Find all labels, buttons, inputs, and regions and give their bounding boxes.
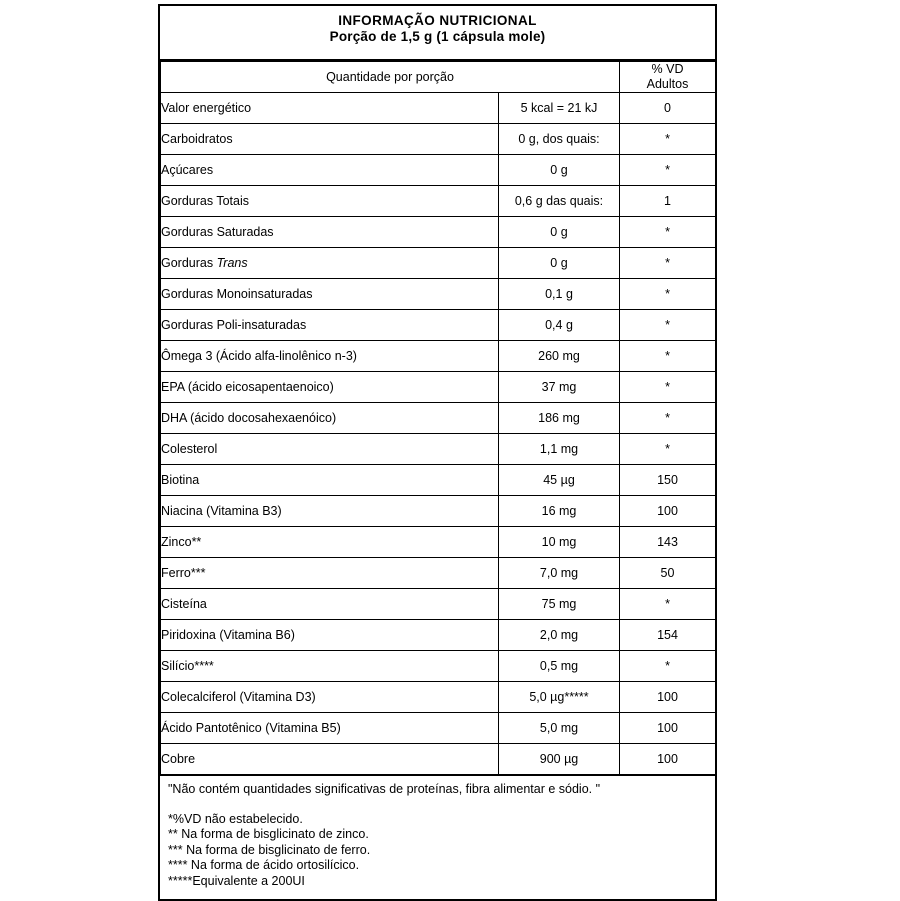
nutrition-table: [160, 61, 716, 776]
footnotes-section: [160, 776, 715, 899]
nutrient-amount: 0,6 g das quais:: [499, 186, 620, 217]
nutrient-percent-dv: 50: [620, 558, 716, 589]
nutrient-amount: 10 mg: [499, 527, 620, 558]
table-row: [161, 310, 716, 341]
nutrient-name: Zinco**: [161, 527, 499, 558]
nutrient-percent-dv: 143: [620, 527, 716, 558]
table-row: [161, 341, 716, 372]
nutrient-name: Açúcares: [161, 155, 499, 186]
header-percent-dv: [620, 62, 716, 93]
nutrient-percent-dv: *: [620, 310, 716, 341]
nutrient-name: Biotina: [161, 465, 499, 496]
table-row: [161, 124, 716, 155]
nutrient-name: Piridoxina (Vitamina B6): [161, 620, 499, 651]
table-row: [161, 434, 716, 465]
nutrient-name: Gorduras Saturadas: [161, 217, 499, 248]
footnote-line: *%VD não estabelecido.: [168, 811, 303, 826]
nutrient-name: Carboidratos: [161, 124, 499, 155]
nutrient-percent-dv: 0: [620, 93, 716, 124]
nutrient-percent-dv: *: [620, 155, 716, 186]
footnote-line: ** Na forma de bisglicinato de zinco.: [168, 827, 369, 841]
nutrient-percent-dv: 100: [620, 744, 716, 776]
nutrient-name: Valor energético: [161, 93, 499, 124]
nutrient-name: Silício****: [161, 651, 499, 682]
nutrient-amount: 1,1 mg: [499, 434, 620, 465]
table-row: [161, 93, 716, 124]
nutrient-name: DHA (ácido docosahexaenóico): [161, 403, 499, 434]
footnote-line: **** Na forma de ácido ortosilícico.: [168, 858, 360, 872]
nutrient-amount: 0,4 g: [499, 310, 620, 341]
header-percent-dv-line1: % VD: [651, 62, 684, 76]
table-row: [161, 682, 716, 713]
nutrient-amount: 0 g: [499, 248, 620, 279]
nutrient-amount: 260 mg: [499, 341, 620, 372]
nutrient-amount: 37 mg: [499, 372, 620, 403]
header-row: [161, 62, 716, 93]
nutrient-amount: 5,0 mg: [499, 713, 620, 744]
table-row: [161, 186, 716, 217]
table-row: [161, 744, 716, 776]
table-row: [161, 248, 716, 279]
footnote-list: [168, 812, 715, 890]
table-body: [161, 93, 716, 776]
nutrient-name: Ômega 3 (Ácido alfa-linolênico n-3): [161, 341, 499, 372]
page-title: INFORMAÇÃO NUTRICIONAL: [338, 13, 537, 28]
header-quantity-per-serving: Quantidade por porção: [161, 62, 620, 93]
table-row: [161, 527, 716, 558]
nutrient-percent-dv: 150: [620, 465, 716, 496]
table-header: [161, 62, 716, 93]
table-row: [161, 620, 716, 651]
nutrient-name: Cisteína: [161, 589, 499, 620]
footnote-lead: "Não contém quantidades significativas de proteínas, fibra alimentar e sódio. ": [168, 782, 601, 796]
nutrient-name: Gorduras Poli-insaturadas: [161, 310, 499, 341]
nutrient-percent-dv: 154: [620, 620, 716, 651]
nutrient-name: Cobre: [161, 744, 499, 776]
nutrient-name: Colecalciferol (Vitamina D3): [161, 682, 499, 713]
nutrient-amount: 16 mg: [499, 496, 620, 527]
nutrient-name: Ácido Pantotênico (Vitamina B5): [161, 713, 499, 744]
nutrient-amount: 45 µg: [499, 465, 620, 496]
nutrient-percent-dv: 100: [620, 496, 716, 527]
nutrient-percent-dv: 100: [620, 682, 716, 713]
nutrient-percent-dv: *: [620, 434, 716, 465]
nutrient-name: Ferro***: [161, 558, 499, 589]
nutrient-name: Niacina (Vitamina B3): [161, 496, 499, 527]
nutrient-name: Gorduras Monoinsaturadas: [161, 279, 499, 310]
nutrient-percent-dv: *: [620, 372, 716, 403]
nutrient-amount: 0 g: [499, 217, 620, 248]
nutrient-amount: 5,0 µg*****: [499, 682, 620, 713]
nutrient-amount: 0,5 mg: [499, 651, 620, 682]
nutrient-percent-dv: *: [620, 124, 716, 155]
nutrient-name-emphasis: Trans: [216, 256, 248, 270]
nutrient-amount: 5 kcal = 21 kJ: [499, 93, 620, 124]
nutrient-percent-dv: *: [620, 651, 716, 682]
table-row: [161, 651, 716, 682]
nutrition-facts-label: [158, 4, 717, 901]
nutrient-name: Gorduras Totais: [161, 186, 499, 217]
nutrient-percent-dv: 1: [620, 186, 716, 217]
label-title-block: [160, 6, 715, 61]
nutrient-amount: 0 g: [499, 155, 620, 186]
table-row: [161, 372, 716, 403]
nutrient-percent-dv: *: [620, 248, 716, 279]
table-row: [161, 496, 716, 527]
nutrient-name: Gorduras Trans: [161, 248, 499, 279]
table-row: [161, 403, 716, 434]
nutrient-amount: 0,1 g: [499, 279, 620, 310]
nutrient-percent-dv: *: [620, 217, 716, 248]
table-row: [161, 217, 716, 248]
nutrient-percent-dv: 100: [620, 713, 716, 744]
nutrient-percent-dv: *: [620, 589, 716, 620]
table-row: [161, 155, 716, 186]
serving-size-text: Porção de 1,5 g (1 cápsula mole): [329, 29, 546, 44]
nutrient-amount: 75 mg: [499, 589, 620, 620]
nutrient-name: EPA (ácido eicosapentaenoico): [161, 372, 499, 403]
footnote-line: *** Na forma de bisglicinato de ferro.: [168, 842, 371, 857]
nutrient-amount: 0 g, dos quais:: [499, 124, 620, 155]
nutrient-amount: 900 µg: [499, 744, 620, 776]
nutrient-percent-dv: *: [620, 403, 716, 434]
nutrient-amount: 186 mg: [499, 403, 620, 434]
table-row: [161, 279, 716, 310]
footnote-line: *****Equivalente a 200UI: [168, 873, 305, 888]
nutrient-amount: 2,0 mg: [499, 620, 620, 651]
table-row: [161, 589, 716, 620]
nutrient-amount: 7,0 mg: [499, 558, 620, 589]
table-row: [161, 713, 716, 744]
table-row: [161, 558, 716, 589]
nutrient-name: Colesterol: [161, 434, 499, 465]
table-row: [161, 465, 716, 496]
nutrient-percent-dv: *: [620, 279, 716, 310]
nutrient-percent-dv: *: [620, 341, 716, 372]
header-percent-dv-line2: Adultos: [646, 77, 689, 91]
